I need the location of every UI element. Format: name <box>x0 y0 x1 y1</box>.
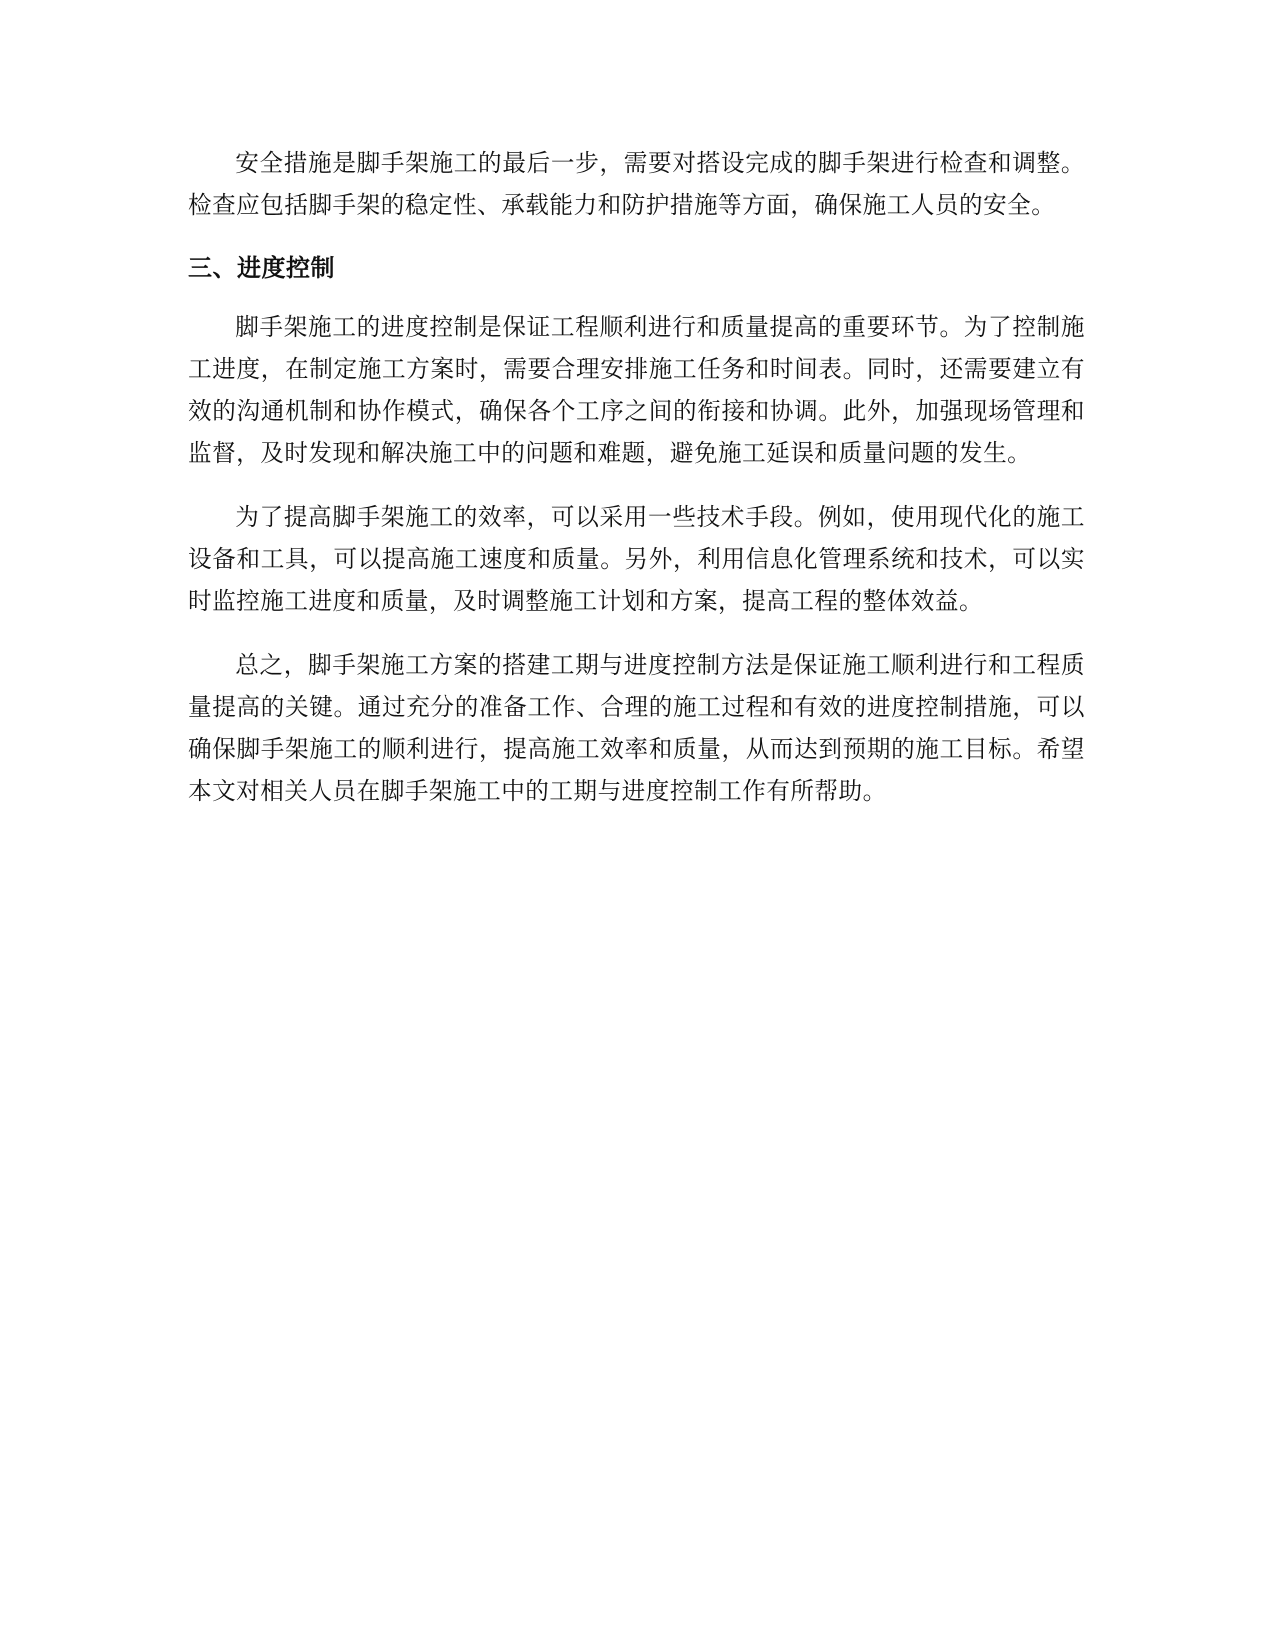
section-heading-schedule-control: 三、进度控制 <box>188 254 335 282</box>
paragraph-efficiency: 为了提高脚手架施工的效率，可以采用一些技术手段。例如，使用现代化的施工设备和工具，可以提高施工速度和质量。另外，利用信息化管理系统和技术，可以实时监控施工进度和质量，及时调整施工计划和方案，提高工程的整体效益。 <box>188 503 1085 615</box>
document-body <box>188 142 1085 834</box>
paragraph-schedule-control: 脚手架施工的进度控制是保证工程顺利进行和质量提高的重要环节。为了控制施工进度，在制定施工方案时，需要合理安排施工任务和时间表。同时，还需要建立有效的沟通机制和协作模式，确保各个工序之间的衔接和协调。此外，加强现场管理和监督，及时发现和解决施工中的问题和难题，避免施工延误和质量问题的发生。 <box>188 313 1085 467</box>
paragraph-conclusion: 总之，脚手架施工方案的搭建工期与进度控制方法是保证施工顺利进行和工程质量提高的关键。通过充分的准备工作、合理的施工过程和有效的进度控制措施，可以确保脚手架施工的顺利进行，提高施工效率和质量，从而达到预期的施工目标。希望本文对相关人员在脚手架施工中的工期与进度控制工作有所帮助。 <box>188 651 1085 805</box>
paragraph-safety-measures: 安全措施是脚手架施工的最后一步，需要对搭设完成的脚手架进行检查和调整。检查应包括脚手架的稳定性、承载能力和防护措施等方面，确保施工人员的安全。 <box>188 149 1085 219</box>
